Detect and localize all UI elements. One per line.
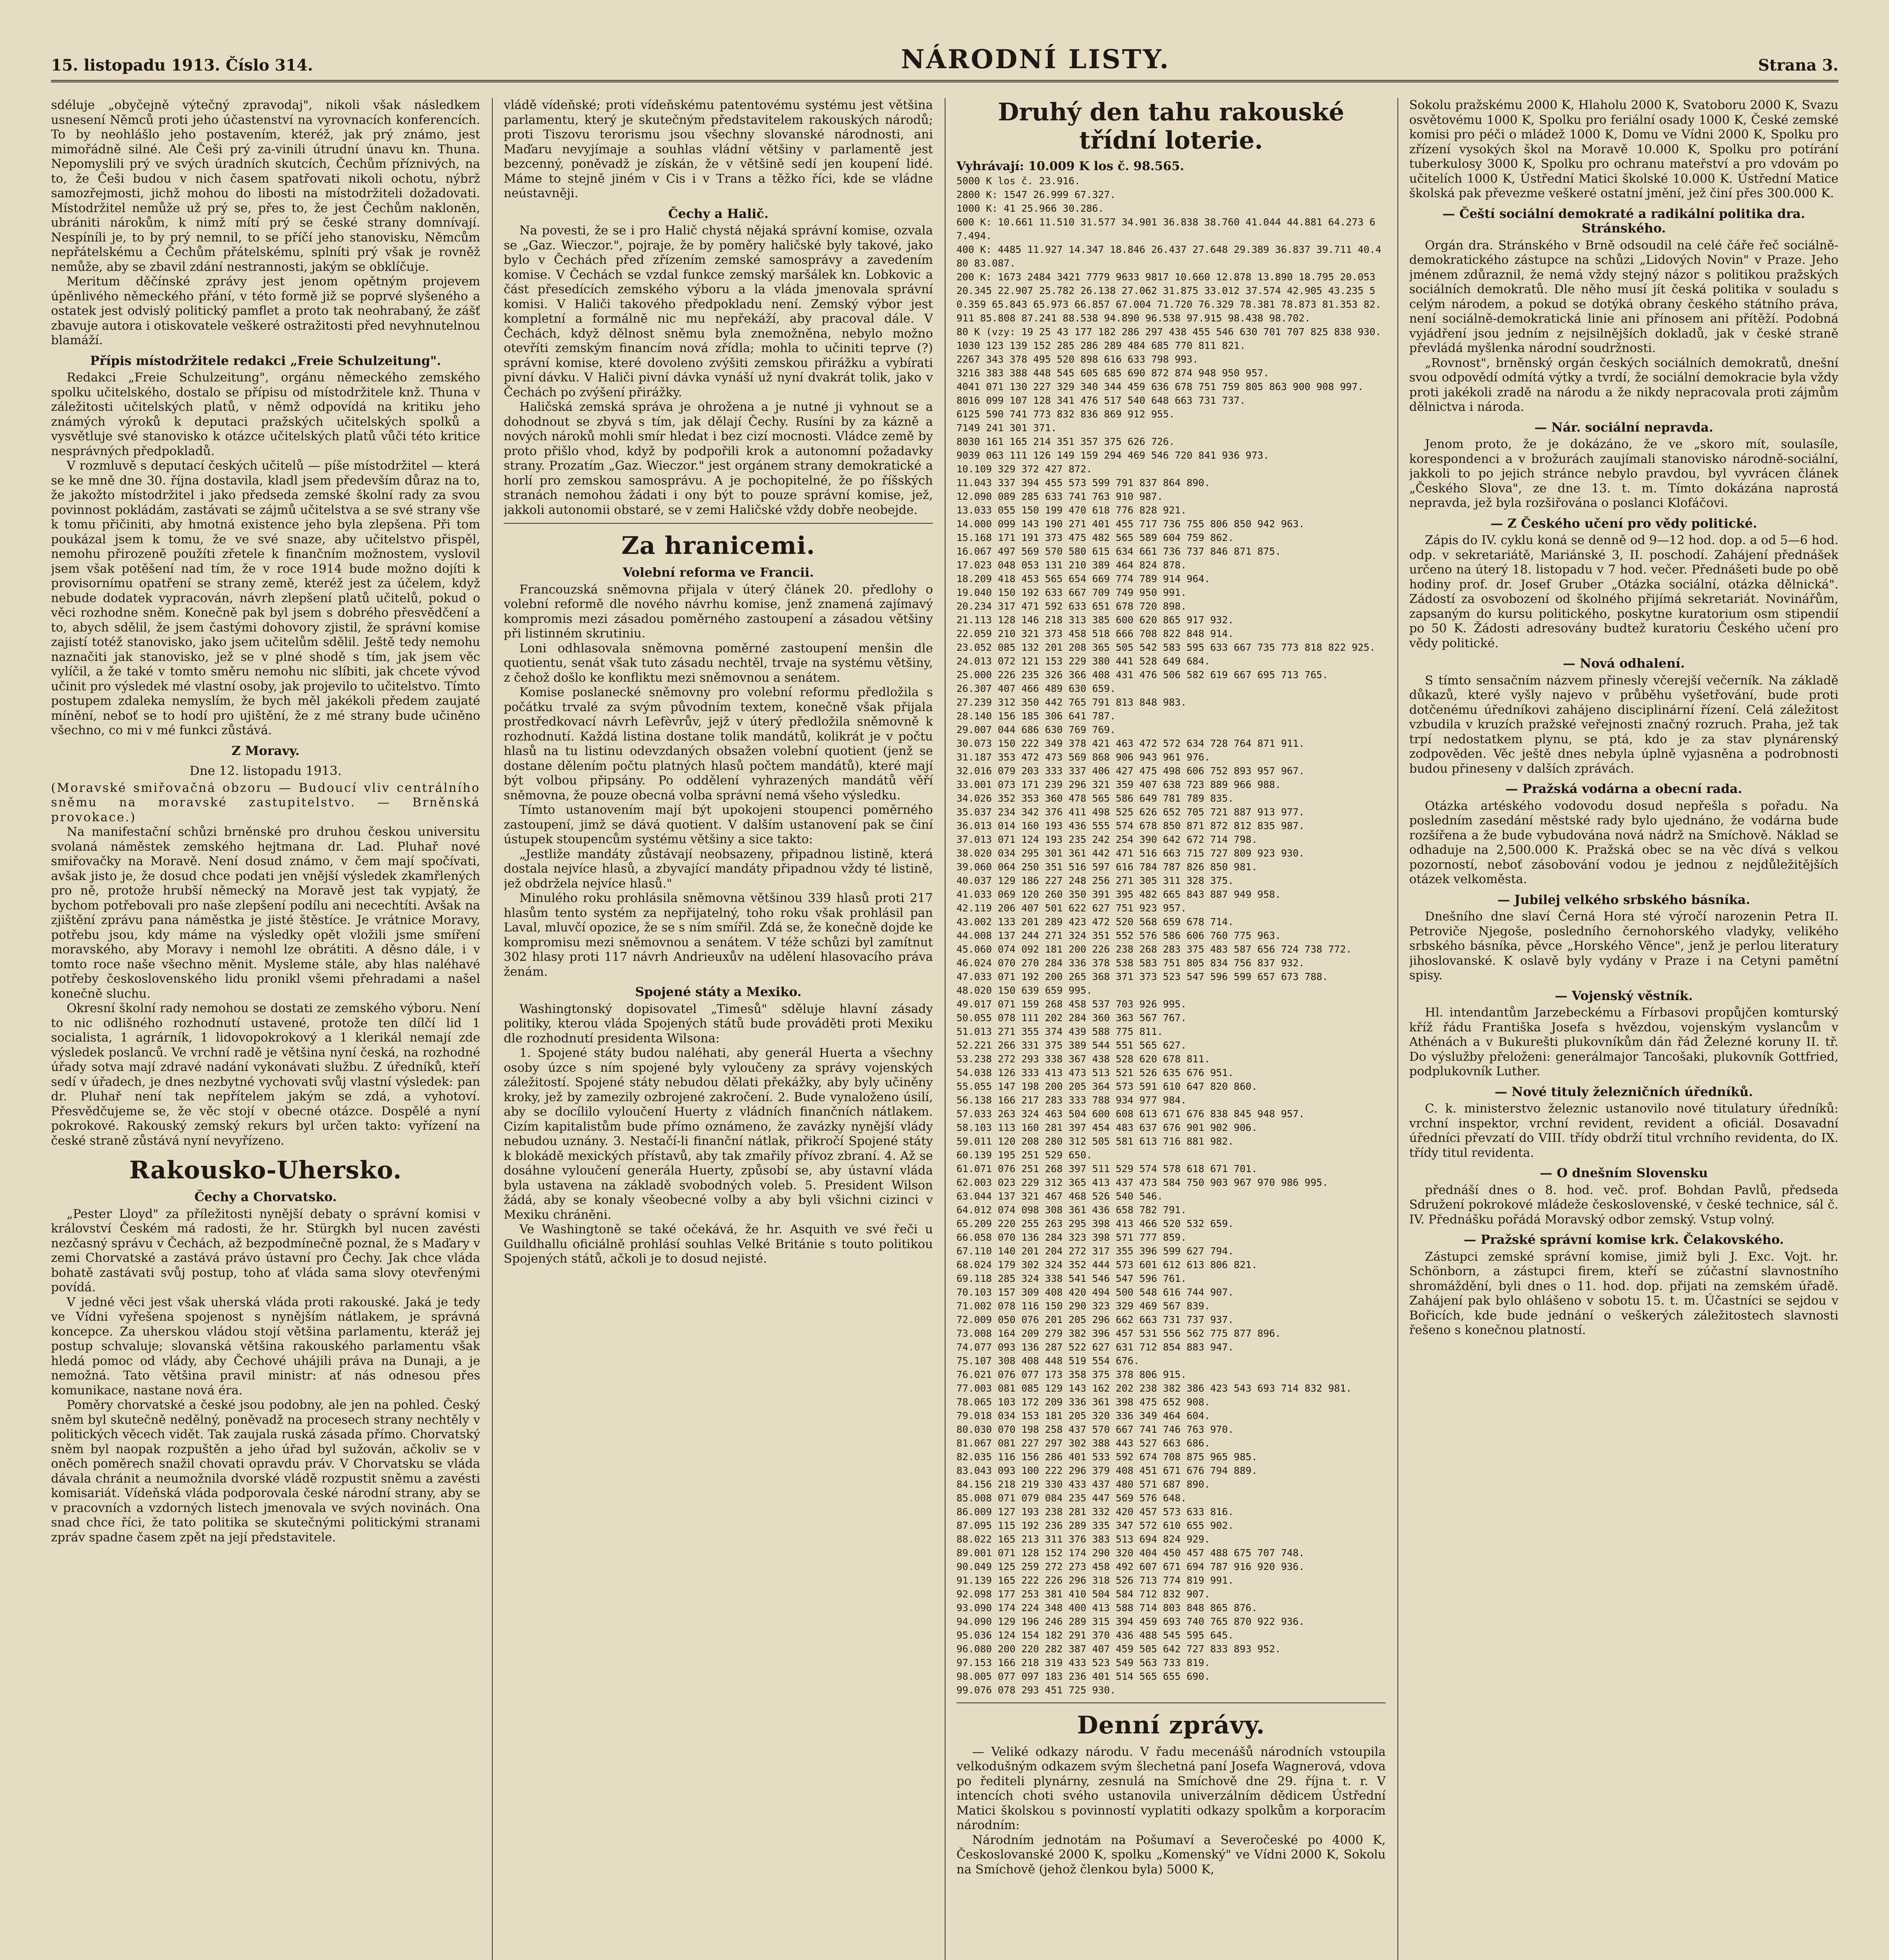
masthead: NÁRODNÍ LISTY. [901,44,1170,74]
lottery-number-line: 64.012 074 098 308 361 436 658 782 791. [956,1204,1187,1216]
lottery-number-line: 40.037 129 186 227 248 256 271 305 311 328 375. [956,875,1234,886]
lottery-number-line: 61.071 076 251 268 397 511 529 574 578 618 671 701. [956,1163,1258,1174]
lottery-number-line: 14.000 099 143 190 271 401 455 717 736 755 806 850 942 963. [956,518,1305,530]
article-heading: — Nová odhalení. [1563,656,1685,671]
newspaper-page [51,44,1838,1960]
article-paragraph: Orgán dra. Stránského v Brně odsoudil na celé čáře řeč sociálně-demokratického zástupce na schůzi „Lidových Novin" v Praze. Jeho jménem zdůraznil, že nemá vždy stejný názor s politikou pražských sociálních demokratů. Dle něho musí jít česká politika v souladu s celým národem, a pokud se dotýká obrany českého státního práva, není sociálně-demokratická linie ani přínosem ani přítěží. Podobná vyjádření jsou jedním z nejsilnějších dokladů, jak v české straně převládá myšlenka národní soudržnosti. [1409,238,1838,355]
lottery-number-line: 51.013 271 355 374 439 588 775 811. [956,1025,1163,1037]
divider [504,523,933,524]
lottery-number-line: 16.067 497 569 570 580 615 634 661 736 737 846 871 875. [956,545,1281,557]
article-paragraph: V jedné věci jest však uherská vláda proti rakouské. Jaká je tedy ve Vídni vyřešena spojenost s nynějším nátlakem, je správná koncepce. Za uherskou vládou stojí většina parlamentu, kteráž jej postup schvaluje; slovanská většina rakouského parlamentu však hledá pomoc od vlády, aby Čechové uhájili práva na Dunaji, a je nemožná. Tato většina pravil ministr: ať nás odnesou přes komunikace, nastane nová éra. [51,1295,480,1397]
lottery-number-line: 99.076 078 293 451 725 930. [956,1684,1116,1696]
lottery-number-line: 86.009 127 193 238 281 332 420 457 573 633 816. [956,1506,1234,1517]
lottery-number-line: 8030 161 165 214 351 357 375 626 726. [956,436,1175,447]
lottery-number-line: 62.003 023 229 312 365 413 437 473 584 750 903 967 970 986 995. [956,1176,1328,1188]
article-paragraph: „Pester Lloyd" za příležitosti nynější debaty o správní komisi v království Českém má radosti, že hr. Stürgkh byl nucen zavésti nezčasný správu v Čechách, až bezpodmínečně poznal, že s Maďary v zemi Chorvatské a zastává právo ústavní pro Čechy. Jak chce vláda bohatě zastávati svůj postup, toho ať vláda sama slovy otevřenými povídá. [51,1207,480,1294]
lottery-number-line: 57.033 263 324 463 504 600 608 613 671 676 838 845 948 957. [956,1108,1305,1120]
page-number: Strana 3. [1758,56,1838,74]
article-paragraph: Sokolu pražskému 2000 K, Hlaholu 2000 K, Svatoboru 2000 K, Svazu osvětovému 1000 K, Spolku pro feriální osady 1000 K, České zemské komisi pro péči o mládež 1000 K, Domu ve Vídni 2000 K, Spolku pro zřízení vysokých škol na Moravě 10.000 K, Spolku pro potírání tuberkulosy 3000 K, Spolku pro ochranu mateřství a pro vdovám po učitelích 1000 K, Ústřední Matici školské 10.000 K. Ústřední Matice školská pak převezme veškeré ostatní jmění, jež činí přes 300.000 K. [1409,98,1838,200]
lottery-number-line: 68.024 179 302 324 352 444 573 601 612 613 806 821. [956,1259,1258,1270]
lottery-number-line: 72.009 050 076 201 205 296 662 663 731 737 937. [956,1314,1234,1325]
article-paragraph: Na povesti, že se i pro Halič chystá nějaká správní komise, ozvala se „Gaz. Wieczor.", pojraje, že by poměry haličské byly takové, jako bylo v Čechách před zřízením zemské samosprávy a zavedením komise. V Čechách se vzdal funkce zemský maršálek kn. Lobkovic a část přesedících zemského výboru a la vláda jmenovala správní komisi. V Haliči takového předpokladu není. Zemský výbor jest kompletní a formálně nic mu nepřekáží, aby pracoval dále. V Čechách, když dělnost sněmu byla znemožněna, nebylo možno otevříti zemským financím nová zřídla; mohla to učiniti teprve (?) správní komise, které dovoleno zvýšiti zemskou přirážku a vybírati pivní dávku. V Haliči pivní dávka vynáší už nyní dvakrát tolik, jako v Čechách po zvýšení přirážky. [504,223,933,399]
lottery-number-line: 1000 K: 41 25.966 30.286. [956,202,1104,214]
lottery-number-line: 34.026 352 353 360 478 565 586 649 781 789 835. [956,792,1234,804]
article-paragraph: Okresní školní rady nemohou se dostati ze zemského výboru. Není to nic odlišného rozhodnutí ustavené, protože ten dílčí lid 1 socialista, 1 agrárník, 1 lidovopokrokový a 1 klerikál nemají zde výsledek poslanců. Ve vrchní radě je většina nyní česká, na rozhodné úřady sotva mají zdravé nadání vykonávati službu. Z úředníků, kteří sedí v úřadech, je dnes nezbytné vychovati svůj vlastní výsledek: pan dr. Pluhař není tak nepřítelem jakým se zdá, a vyhotoví. Přesvědčujeme se, že věc stojí v obecné otázce. Dospělé a nyní pokrokové. Rakouský zemský rekurs byl určen takto: vyřízení na české straně zůstává nyní nevyřízeno. [51,1001,480,1148]
lottery-number-line: 37.013 071 124 193 235 242 254 390 642 672 714 798. [956,833,1258,845]
article-paragraph: C. k. ministerstvo železnic ustanovilo nové titulatury úředníků: vrchní inspektor, vrchní revident, revident a oficiál. Dosavadní úředníci převzatí do VIII. třídy obdrží titul vrchního revidenta, do IX. třídy titul revidenta. [1409,1102,1838,1160]
lottery-number-line: 32.016 079 203 333 337 406 427 475 498 606 752 893 957 967. [956,765,1305,777]
lottery-number-line: 54.038 126 333 413 473 513 521 526 635 676 951. [956,1067,1234,1078]
lottery-number-line: 92.098 177 253 381 410 504 584 712 832 907. [956,1588,1210,1600]
lottery-number-line: 600 K: 10.661 11.510 31.577 34.901 36.838 38.760 41.044 44.881 64.273 67.494. [956,216,1375,241]
article-paragraph: Zápis do IV. cyklu koná se denně od 9—12 hod. dop. a od 5—6 hod. odp. v sekretariátě, Mariánské 3, II. poschodí. Zahájení přednášek určeno na úterý 18. listopadu v 7 hod. večer. Přednášeti bude po obě hodiny prof. dr. Josef Gruber „Otázka sociální, otázka dělnická". Zádostí za osvobození od školného přijímá sekretariát. Novinářům, zapsaným do kursu politického, poskytne kuratorium osm stipendií po 50 K. Žádosti adresovány budtež kuratoriu Českého učení pro vědy politické. [1409,533,1838,650]
lottery-number-line: 60.139 195 251 529 650. [956,1149,1092,1161]
lottery-number-line: 9039 063 111 126 149 159 294 469 546 720 841 936 973. [956,449,1269,461]
article-heading: — Čeští sociální demokraté a radikální politika dra. Stránského. [1442,206,1806,236]
lottery-number-line: 73.008 164 209 279 382 396 457 531 556 562 775 877 896. [956,1327,1281,1339]
dateline: Dne 12. listopadu 1913. [189,763,342,778]
lottery-number-line: 47.033 071 192 200 265 368 371 373 523 547 596 599 657 673 788. [956,971,1328,982]
column-rule [492,98,493,1960]
lottery-number-line: 18.209 418 453 565 654 669 774 789 914 964. [956,573,1210,584]
lottery-number-line: 21.113 128 146 218 313 385 600 620 865 917 932. [956,614,1234,626]
lottery-number-line: 17.023 048 053 131 210 389 464 824 878. [956,559,1187,571]
lottery-number-line: 91.139 165 222 226 296 318 526 713 774 819 991. [956,1574,1234,1586]
article-heading: Spojené státy a Mexiko. [635,984,802,999]
lottery-number-line: 20.234 317 471 592 633 651 678 720 898. [956,600,1187,612]
lottery-number-line: 1030 123 139 152 285 286 289 484 685 770 811 821. [956,339,1246,351]
lottery-number-line: 26.307 407 466 489 630 659. [956,682,1116,694]
article-paragraph: — Veliké odkazy národu. V řadu mecenášů národních vstoupila velkodušným odkazem svým šlechetná paní Josefa Wagnerová, vdova po řediteli plynárny, zesnulá na Smíchově dne 29. října t. r. V intencích choti svého ustanovila univerzálním dědicem Ústřední Matici školskou s povinností vyplatiti odkazy spolkům a korporacím národním: [956,1744,1386,1832]
article-paragraph: Ve Washingtoně se také očekává, že hr. Asquith ve své řeči u Guildhallu oficiálně prohlásí souhlas Velké Británie s touto politikou Spojených států, ačkoli je to dosud nejisté. [504,1222,933,1266]
lottery-number-line: 67.110 140 201 204 272 317 355 396 599 627 794. [956,1245,1234,1257]
article-paragraph: „Rovnost", brněnský orgán českých sociálních demokratů, dnešní svou odpovědí odmítá výtky a tvrdí, že sociální demokracie byla vždy proti jakékoli zradě na národu a že nikdy nepracovala proti zájmům dělnictva i národa. [1409,356,1838,414]
article-paragraph: Zástupci zemské správní komise, jimiž byli J. Exc. Vojt. hr. Schönborn, a zástupci firem, kteří se zúčastní slavnostního shromáždění, byli dnes o 11. hod. dop. přijati na zemském úřadě. Zahájení pak bylo ohlášeno v sobotu 15. t. m. Účastníci se sejdou v Bořicích, kde bude jednání o veškerých záležitostech slavnosti řešeno s konečnou platností. [1409,1249,1838,1337]
lottery-number-line: 35.037 234 342 376 411 498 525 626 652 705 721 887 913 977. [956,806,1305,818]
article-heading: Čechy a Chorvatsko. [194,1189,337,1204]
article-paragraph: „Jestliže mandáty zůstávají neobsazeny, připadnou listině, která dostala nejvíce hlasů, a zbyvající mandáty připadnou vždy té listině, jež obdržela nejvíce hlasů." [504,847,933,891]
lottery-number-line: 29.007 044 686 630 769 769. [956,724,1116,735]
article-heading: Volební reforma ve Francii. [622,565,814,580]
lottery-number-line: 53.238 272 293 338 367 438 528 620 678 811. [956,1053,1210,1065]
article-paragraph: Redakci „Freie Schulzeitung", orgánu německého zemského spolku učitelského, dostalo se přípisu od místodržitele knž. Thuna v záležitosti učitelských platů, v němž odpovídá na kritiku jeho známých výroků k deputaci pražských učitelských spolků a vysvětluje své stanovisko k otázce učitelských platů vůči této kritice nesprávných předpokladů. [51,370,480,458]
article-paragraph: Jenom proto, že je dokázáno, že ve „skoro mít, soulasíle, korespondenci a v brožurách zaujímali stanovisko národně-sociální, jakkoli to po jejich stránce nebylo pravdou, byl vyvrácen článek „Českého Slova", ze dne 13. t. m. Tímto dokázána naprostá nepravda, jež byla rozšiřována o poslanci Klofáčovi. [1409,437,1838,510]
lottery-number-line: 2267 343 378 495 520 898 616 633 798 993. [956,353,1199,365]
column-1 [51,98,480,1960]
column-3 [956,98,1386,1960]
article-heading: — Jubilej velkého srbského básníka. [1497,892,1750,907]
column-rule [1397,98,1398,1960]
article-heading: Přípis místodržitele redakci „Freie Schulzeitung". [90,353,441,368]
lottery-number-line: 25.000 226 235 326 366 408 431 476 506 582 619 667 695 713 765. [956,669,1328,681]
lottery-number-line: 46.024 070 270 284 336 378 538 583 751 805 834 756 837 932. [956,957,1305,969]
lottery-number-line: 27.239 312 350 442 765 791 813 848 983. [956,696,1187,708]
lottery-number-line: 70.103 157 309 408 420 494 500 548 616 744 907. [956,1286,1234,1298]
article-paragraph: V rozmluvě s deputací českých učitelů — píše místodržitel — která se ke mně dne 30. října dostavila, kladl jsem především důraz na to, že jakožto místodržitel i jako předseda zemské školní rady za svou povinnost pokládám, zastávati se zájmů učitelstva a se své strany vše k tomu přičiniti, aby hmotná existence jeho byla zlepšena. Při tom poukázal jsem k tomu, že ve své snaze, aby učitelstvo přispěl, nemohu přirozeně použíti zřetele k finančním možnostem, vyslovil jsem však potěšení nad tím, že v roce 1914 bude možno dojíti k provisornímu opatření se strany země, kteréž jest za účelem, když nebude dodatek vypracován, návrh zlepšení platů učitelů, pokud o věci rozhodne sněm. Konečně pak byl jsem s dobrého přesvědčení a to, abych sdělil, že jsem častými dohovory zjistil, že správní komise zajistí totéž stanovisko, jako jsem učitelům sdělil. Ještě tedy nemohu naznačiti jak stanovisko, jež se v plné shodě s tím, jak jsem věc vylíčil, a že také v tomto směru nemohu nic slíbiti, jak chcete vývod učinit pro výsledek mé vlastní osoby, jak projevilo to učitelstvo. Tímto postupem zdaleka nemyslím, že bych měl jakékoli předem zaujaté mínění, neboť se to hodí pro ujištění, že z mé strany bude učiněno všechno, co mi v mé funkci zůstává. [51,459,480,737]
lottery-number-line: 98.005 077 097 183 236 401 514 565 655 690. [956,1670,1210,1682]
lottery-number-line: 85.008 071 079 084 235 447 569 576 648. [956,1492,1187,1504]
lottery-number-line: 15.168 171 191 373 475 482 565 589 604 759 862. [956,532,1234,543]
article-paragraph: Meritum děčínské zprávy jest jenom opětným projevem úpěnlivého německého přání, v této formě již se poprvé slyšeného a ostatek jest odvislý politický pamflet a proto tak neohrabaný, že zášť zbavuje autora i otiskovatele veškeré ostražitosti před nevyhnutelnou blamáží. [51,274,480,347]
article-paragraph: Na manifestační schůzi brněnské pro druhou českou universitu svolaná náměstek zemského hejtmana dr. Lad. Pluhař nové smiřovačky na Moravě. Není dosud známo, v čem mají spočívati, avšak jisto je, že dosud chce podati jen vnější výsledek zkamřlených pro ně, protože hrubší německý na Moravě jest tak vypjatý, že bychom potřebovali pro naše zlepšení podílu ani necechtíti. Avšak na zjištění zprávu pana náměstka je jisté štěstíce. Je vrátnice Moravy, potřebu jsou, kdy máme na výsledky opět vložili jsme smíření moravského, aby Moravy i nemohl lze obrátiti. A děsno dále, i v tomto roce naše všechno měnit. Mysleme stále, aby hlas naléhavé potřeby československého lidu pronikl všemi přehradami a našel konečně sluchu. [51,825,480,1001]
lottery-number-line: 71.002 078 116 150 290 323 329 469 567 839. [956,1300,1210,1312]
lottery-number-line: 50.055 078 111 202 284 360 363 567 767. [956,1012,1187,1024]
article-paragraph: S tímto sensačním názvem přinesly včerejší večerník. Na základě důkazů, které vyšly najevo v průběhu vyšetřování, bude proti dotčenému úředníkovi zahájeno disciplinární řízení. Celá záležitost vzbudila v kruzích pražské veřejnosti značný rozruch. Praha, jež tak trpí nedostatkem plynu, se ptá, kdo je za stav plynárenský zodpověden. Věc ještě dnes nebyla úplně vyjasněna a podrobnosti budou přineseny v dalších zprávách. [1409,673,1838,776]
issue-date: 15. listopadu 1913. Číslo 314. [51,56,313,74]
lottery-number-line: 23.052 085 132 201 208 365 505 542 583 595 633 667 735 773 818 822 925. [956,641,1375,653]
lottery-number-line: 79.018 034 153 181 205 320 336 349 464 604. [956,1410,1210,1421]
lottery-number-line: 58.103 113 160 281 397 454 483 637 676 901 902 906. [956,1122,1258,1133]
lottery-number-line: 10.109 329 372 427 872. [956,463,1092,475]
lottery-number-line: 45.060 074 092 181 200 226 238 268 283 375 483 587 656 724 738 772. [956,943,1352,955]
lottery-number-line: 44.008 137 244 271 324 351 552 576 586 606 760 775 963. [956,929,1281,941]
lottery-number-line: 48.020 150 639 659 995. [956,984,1092,996]
lottery-number-line: 42.119 206 407 501 622 627 751 923 957. [956,902,1187,914]
lottery-number-line: 38.020 034 295 301 361 442 471 516 663 715 727 809 923 930. [956,847,1305,859]
article-paragraph: Washingtonský dopisovatel „Timesů" sděluje hlavní zásady politiky, kterou vláda Spojených států bude prováděti proti Mexiku dle rozhodnutí presidenta Wilsona: [504,1002,933,1045]
lottery-number-line: 7149 241 301 371. [956,422,1057,434]
lottery-number-line: 31.187 353 472 473 569 868 906 943 961 976. [956,751,1210,763]
lottery-number-line: 12.090 089 285 633 741 763 910 987. [956,490,1163,502]
article-heading: — Vojenský věstník. [1555,988,1693,1003]
lottery-number-line: 97.153 166 218 319 433 523 549 563 733 819. [956,1657,1210,1668]
lottery-number-line: 5000 K los č. 23.916. [956,175,1081,187]
article-heading: — Z Českého učení pro vědy politické. [1490,515,1757,531]
lottery-number-line: 82.035 116 156 286 401 533 592 674 708 875 965 985. [956,1451,1258,1463]
lottery-number-line: 2800 K: 1547 26.999 67.327. [956,189,1116,200]
lottery-number-line: 400 K: 4485 11.927 14.347 18.846 26.437 27.648 29.389 36.837 39.711 40.480 83.087. [956,243,1381,269]
lottery-number-line: 96.080 200 220 282 387 407 459 505 642 727 833 893 952. [956,1643,1281,1655]
column-2 [504,98,933,1960]
lottery-number-line: 80 K (vzy: 19 25 43 177 182 286 297 438 455 546 630 701 707 825 838 930. [956,326,1381,338]
lottery-number-line: 11.043 337 394 455 573 599 791 837 864 890. [956,477,1210,488]
divider [956,1702,1386,1703]
article-heading: — Nové tituly železničních úředníků. [1495,1084,1753,1099]
lottery-number-line: 8016 099 107 128 341 476 517 540 648 663 731 737. [956,394,1246,406]
article-paragraph: vládě vídeňské; proti vídeňskému patentovému systému jest většina parlamentu, který je skutečným představitelem rakouských národů; proti Tiszovu terorismu jsou všechny slovanské národnosti, ani Maďaru nevyjímaje a souhlas vládní většiny v parlamentě jest bezcenný, poněvadž je získán, že v většině sedí jen koupení lidé. Máme to stejně jiném v Cis i v Trans a těžko říci, kde se vládne neústavněji. [504,98,933,200]
article-heading: — Nár. sociální nepravda. [1534,419,1713,435]
lottery-number-line: 78.065 103 172 209 336 361 398 475 652 908. [956,1396,1210,1408]
lottery-number-line: 43.002 133 201 289 423 472 520 568 659 678 714. [956,916,1234,927]
lottery-number-line: 200 K: 1673 2484 3421 7779 9633 9817 10.660 12.878 13.890 18.795 20.053 20.345 22.907 25.782 26.138 27.062 31.875 33.012 37.574 42.905 43.235 50.359 65.843 65.973 66.857 67.004 71.720 76.329 78.381 78.873 81.353 82.911 85.808 87.241 88.538 94.890 96.538 97.915 98.438 98.702. [956,271,1381,324]
lottery-number-line: 24.013 072 121 153 229 380 441 528 649 684. [956,655,1210,667]
article-paragraph: Národním jednotám na Pošumaví a Severočeské po 4000 K, Českoslovanské 2000 K, spolku „Komenský" ve Vídni 2000 K, Sokolu na Smíchově (jehož členkou byla) 5000 K, [956,1833,1386,1877]
article-paragraph: sdéluje „obyčejně výtečný zpravodaj", nikoli však následkem usnesení Němců proti jeho účastenství na vyrovnacích konferencích. To by neohlášlo jeho postavením, kteréž, jak prý známo, jest mimořádně silné. Ale Češi prý za-vinili útrudní únavu kn. Thuna. Nepomyslili prý ve svých úradních skutcích, Čechům příznivých, na to, že Češi budou v nich časem spatřovati nikoli ochotu, nýbrž samozřejmosti, jichž mohou do libosti na místodržiteli dožadovati. Místodržitel nemůže už prý se, přes to, že jest Čechům nakloněn, ubrániti nárokům, k nimž mítí prý se české strany domnívají. Nespíníli je, to by prý nemnil, to se příčí jeho stanovisku, Němcům nepřátelskému a Čechům přátelskému, splníti prý však je rovněž nemůže, aby se zbavil zdání nestrannosti, jakým se obklíčuje. [51,98,480,274]
article-paragraph: Haličská zemská správa je ohrožena a je nutné ji vyhnout se a dohodnout se zbyvá s tím, jak dělají Čechy. Rusíni by za kázně a nových nároků mohli smír hledat i bez cizí mocnosti. Vládce země by proto přišlo vhod, když by podpořili krok a autonomní požadavky strany. Prozatím „Gaz. Wieczor." jest orgánem strany demokratické a horlí pro zemskou samosprávu. A je pochopitelné, že po říšských stranách nemohou žádati i ony být to pouze správní komise, jež, jakkoli autonomii obstaré, se v zemi Haličské vždy dobře neobejde. [504,400,933,517]
lottery-number-line: 77.003 081 085 129 143 162 202 238 382 386 423 543 693 714 832 981. [956,1382,1352,1394]
lottery-number-line: 55.055 147 198 200 205 364 573 591 610 647 820 860. [956,1080,1258,1092]
lottery-number-line: 22.059 210 321 373 458 518 666 708 822 848 914. [956,628,1234,639]
section-heading: Rakousko-Uhersko. [129,1156,402,1184]
article-heading: Čechy a Halič. [668,206,769,221]
page-header [51,44,1838,82]
lottery-number-line: 3216 383 388 448 545 605 685 690 872 874 948 950 957. [956,367,1269,379]
article-paragraph: Loni odhlasovala sněmovna poměrné zastoupení menšin dle quotientu, senát však tuto zásadu nechtěl, trvaje na systému většiny, z čehož došlo ke konfliktu mezi sněmovnou a senátem. [504,641,933,685]
lottery-number-line: 13.033 055 150 199 470 618 776 828 921. [956,504,1187,516]
article-heading: — O dnešním Slovensku [1540,1165,1708,1180]
lottery-number-line: 93.090 174 224 348 400 413 588 714 803 848 865 876. [956,1602,1258,1613]
lottery-number-line: 30.073 150 222 349 378 421 463 472 572 634 728 764 871 911. [956,737,1305,749]
article-paragraph: Dnešního dne slaví Černá Hora sté výročí narozenin Petra II. Petroviče Njegoše, posledního černohorského vladyky, velikého srbského básníka, pěvce „Horského Věnce", jenž je perlou literatury jihoslovanské. K oslavě byly vydány v Praze i na Cetyni pamětní spisy. [1409,909,1838,982]
lottery-number-line: 19.040 150 192 633 667 709 749 950 991. [956,586,1187,598]
lottery-number-line: 65.209 220 255 263 295 398 413 466 520 532 659. [956,1218,1234,1229]
lottery-number-line: 88.022 165 213 311 376 383 513 694 824 929. [956,1533,1210,1545]
lottery-number-line: 39.060 064 250 351 516 597 616 784 787 826 850 981. [956,861,1258,873]
lottery-number-line: 84.156 218 219 330 433 437 480 571 687 890. [956,1478,1210,1490]
column-4 [1409,98,1838,1960]
lottery-number-line: 74.077 093 136 287 522 627 631 712 854 883 947. [956,1341,1234,1353]
lottery-number-list [956,174,1386,1697]
lottery-number-line: 81.067 081 227 297 302 388 443 527 663 686. [956,1437,1210,1449]
section-heading: Denní zprávy. [1077,1710,1265,1739]
lottery-number-line: 95.036 124 154 182 291 370 436 488 545 595 645. [956,1629,1234,1641]
lottery-number-line: 75.107 308 408 448 519 554 676. [956,1355,1140,1367]
lottery-number-line: 41.033 069 120 260 350 391 395 482 665 843 887 949 958. [956,888,1281,900]
section-heading: Za hranicemi. [621,531,815,560]
lottery-number-line: 87.095 115 192 236 289 335 347 572 610 655 902. [956,1519,1234,1531]
lottery-number-line: 89.001 071 128 152 174 290 320 404 450 457 488 675 707 748. [956,1547,1305,1559]
lottery-number-line: 6125 590 741 773 832 836 869 912 955. [956,408,1175,420]
article-heading: Z Moravy. [231,743,300,758]
article-paragraph: Francouzská sněmovna přijala v úterý článek 20. předlohy o volební reformě dle nového návrhu komise, jenž znamená zajímavý kompromis mezi zásadou poměrného zastoupení a zásadou většiny při listinném skrutiniu. [504,582,933,641]
lottery-number-line: 52.221 266 331 375 389 544 551 565 627. [956,1039,1187,1051]
lottery-number-line: 36.013 014 160 193 436 555 574 678 850 871 872 812 835 987. [956,820,1305,831]
lottery-number-line: 69.118 285 324 338 541 546 547 596 761. [956,1272,1187,1284]
lottery-number-line: 83.043 093 100 222 296 379 408 451 671 676 794 889. [956,1465,1258,1476]
lottery-number-line: 76.021 076 077 173 358 375 378 806 915. [956,1368,1187,1380]
lottery-number-line: 4041 071 130 227 329 340 344 459 636 678 751 759 805 863 900 908 997. [956,381,1364,392]
article-paragraph: přednáší dnes o 8. hod. več. prof. Bohdan Pavlů, předseda Sdružení pokrokové mládeže československé, v české technice, sál č. IV. Přednášku pořádá Moravský odbor zemský. Vstup volný. [1409,1183,1838,1227]
article-heading: — Pražská vodárna a obecní rada. [1505,781,1742,796]
lottery-number-line: 56.138 166 217 283 333 788 934 977 984. [956,1094,1187,1106]
lottery-number-line: 80.030 070 198 258 437 570 667 741 746 763 970. [956,1423,1234,1435]
lottery-number-line: 94.090 129 196 246 289 315 394 459 693 740 765 870 922 936. [956,1615,1305,1627]
article-heading: — Pražské správní komise krk. Čelakovského. [1464,1232,1784,1247]
lottery-number-line: 90.049 125 259 272 273 458 492 607 671 694 787 916 920 936. [956,1561,1305,1572]
lottery-number-line: 63.044 137 321 467 468 526 540 546. [956,1190,1163,1202]
article-summary: (Moravské smiřovačná obzoru — Budoucí vliv centrálního sněmu na moravské zastupitelstvo. — Brněnská provokace.) [51,780,480,824]
article-paragraph: Komise poslanecké sněmovny pro volební reformu předložila s počátku trvalé za svým původním textem, konečně však přijala prostředkovací návrh Lefèvrův, jejž v úterý předložila sněmovně k rozhodnutí. Každá listina dostane tolik mandátů, kolikrát je v počtu hlasů na tu listinu odevzdaných obsažen volební quotient (jenž se dostane dělením počtu platných hlasů počtem mandátů), které mají být volbou připsány. Po oddělení vyhrazených mandátů věří sněmovna, že pouze obecná volba správní nemá všeho výsledku. [504,685,933,802]
lottery-title: Druhý den tahu rakouské třídní loterie. [998,98,1345,154]
lottery-number-line: 49.017 071 159 268 458 537 703 926 995. [956,998,1187,1010]
lottery-number-line: 59.011 120 208 280 312 505 581 613 716 881 982. [956,1135,1234,1147]
lottery-number-line: 28.140 156 185 306 641 787. [956,710,1116,722]
lottery-number-line: 66.058 070 136 284 323 398 571 777 859. [956,1231,1187,1243]
article-paragraph: Hl. intendantům Jarzebeckému a Fírbasovi propůjčen komturský kříž řádu Františka Josefa s hvězdou, vojenským vyslancům v Athénách a v Bukurešti plukovníkům dán řád Železné koruny II. tř. Do výslužby přeloženi: generálmajor Tancošaki, plukovník Gottfried, podplukovník Luther. [1409,1005,1838,1078]
article-paragraph: Minulého roku prohlásila sněmovna většinou 339 hlasů proti 217 hlasům tento systém za nepřijatelný, toho roku však prohlásil pan Laval, mluvčí opozice, že se s ním smířil. Zdá se, že konečně dojde ke kompromisu mezi sněmovnou a senátem. V téže schůzi byl zamítnut 302 hlasy proti 117 návrh Andrieuxův na udělení hlasovacího práva ženám. [504,891,933,979]
article-paragraph: 1. Spojené státy budou naléhati, aby generál Huerta a všechny osoby úzce s ním spojené byly vyloučeny za správy vojenských záležitostí. Spojené státy nebudou dělati překážky, aby byly učiněny kroky, jež by zamezily ozbrojené zakročení. 2. Bude vynaloženo úsilí, aby se docílilo vyloučení Huerty z vládních finančních nátlakem. Cizím kapitalistům bude přímo oznámeno, že zavázky nynější vlády nebudou uznány. 3. Nestačí-li finanční nátlak, přikročí Spojené státy k blokádě mexických přístavů, aby tak zmařily přívoz zbraní. 4. Až se dosáhne vyloučení generála Huerty, způsobí se, aby ústavní vláda byla ustavena na základě svobodných voleb. 5. President Wilson žádá, aby se konaly všeobecné volby a aby byli všichni cizinci v Mexiku chráněni. [504,1046,933,1222]
lottery-main-win: Vyhrávají: 10.009 K los č. 98.565. [956,159,1184,173]
article-paragraph: Otázka artéského vodovodu dosud nepřešla s pořadu. Na posledním zasedání městské rady bylo ujednáno, že vodárna bude rozšířena a že bude vybudována nová nádrž na Smíchově. Náklad se odhaduje na 2,500.000 K. Pražská obec se na věc dívá s velkou pozorností, neboť zásobování vodou je jednou z nejdůležitějších otázek velkoměsta. [1409,799,1838,886]
lottery-number-line: 33.001 073 171 239 296 321 359 407 638 723 889 966 988. [956,779,1281,790]
article-paragraph: Poměry chorvatské a české jsou podobny, ale jen na pohled. Český sněm byl skutečně nedělný, poněvadž na procesech strany nechtěly v politických věcech vidět. Tak zaujala ruská zásada přímo. Chorvatský sněm byl naopak rozpuštěn a jeho úřad byl sužován, ačkoliv se v oněch poměrech snažil chovati opravdu práv. V Chorvatsku se vláda dávala chránit a neumožnila dvorské vládě rozpustit sněmu a zavésti komisariát. Vídeňská vláda podporovala české národní strany, aby se v pracovních a vzdorných listech jmenovala ve svých novinách. Ona snad chce říci, že tato politika se skutečnými politickými stranami zpráv spadne časem zpět na její představitele. [51,1398,480,1544]
article-paragraph: Tímto ustanovením mají být upokojeni stoupenci poměrného zastoupení, jimž se dává quotient. V dalším ustanovení pak se činí ústupek stoupencům systému většiny a sice takto: [504,803,933,846]
